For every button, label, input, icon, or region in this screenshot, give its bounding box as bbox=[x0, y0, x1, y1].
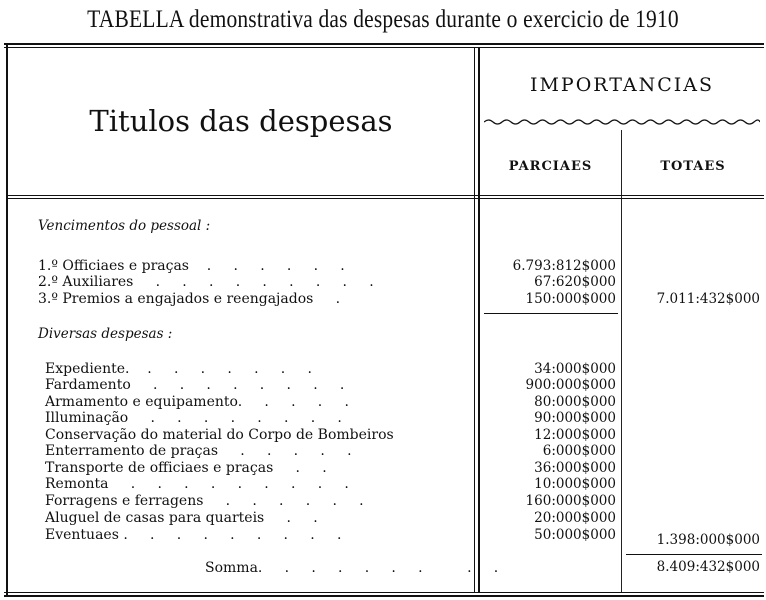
somma-total: 8.409:432$000 bbox=[656, 559, 760, 575]
list-item: Armamento e equipamento. . . . . bbox=[45, 394, 349, 410]
subtotal-rule-totaes bbox=[626, 554, 762, 555]
parcial-value: 900:000$000 bbox=[525, 377, 616, 393]
parcial-value: 50:000$000 bbox=[534, 527, 616, 543]
frame-top-rule-inner bbox=[4, 47, 764, 48]
somma-row: Somma. . . . . . . . . bbox=[205, 560, 499, 576]
total-value-vencimentos: 7.011:432$000 bbox=[656, 291, 760, 307]
parcial-value: 150:000$000 bbox=[525, 291, 616, 307]
section-vencimentos: Vencimentos do pessoal : bbox=[38, 218, 211, 234]
row-label: Remonta bbox=[45, 476, 109, 492]
parcial-value: 12:000$000 bbox=[534, 427, 616, 443]
row-label: 2.º Auxiliares bbox=[38, 274, 134, 290]
column-divider-double-a bbox=[474, 48, 475, 592]
list-item bbox=[45, 427, 394, 443]
header-totaes: TOTAES bbox=[660, 159, 726, 174]
list-item: Eventuaes . . . . . . . . . bbox=[45, 527, 342, 543]
list-item: Remonta . . . . . . . . . bbox=[45, 476, 349, 492]
list-item: 2.º Auxiliares . . . . . . . . . bbox=[38, 274, 374, 290]
row-label: Enterramento de praças bbox=[45, 443, 219, 459]
row-label: Transporte de officiaes e praças bbox=[45, 460, 274, 476]
wavy-rule bbox=[484, 117, 760, 127]
list-item: Fardamento . . . . . . . . bbox=[45, 377, 345, 393]
column-divider-parciaes-totaes bbox=[621, 130, 622, 592]
list-item: Aluguel de casas para quarteis . . bbox=[45, 510, 318, 526]
parcial-value: 80:000$000 bbox=[534, 394, 616, 410]
header-importancias: IMPORTANCIAS bbox=[529, 74, 715, 96]
header-parciaes: PARCIAES bbox=[508, 159, 593, 174]
parcial-value: 67:620$000 bbox=[534, 274, 616, 290]
parcial-value: 160:000$000 bbox=[525, 493, 616, 509]
row-label: 3.º Premios a engajados e reengajados bbox=[38, 291, 314, 307]
parcial-value: 20:000$000 bbox=[534, 510, 616, 526]
row-label: Forragens e ferragens bbox=[45, 493, 204, 509]
parcial-value: 90:000$000 bbox=[534, 410, 616, 426]
list-item: Expediente. . . . . . . . bbox=[45, 361, 312, 377]
frame-bottom-rule-inner bbox=[4, 592, 764, 593]
row-label: Aluguel de casas para quarteis bbox=[45, 510, 265, 526]
frame-top-rule bbox=[4, 43, 764, 45]
header-titulos: Titulos das despesas bbox=[89, 104, 393, 138]
header-rule-inner bbox=[8, 198, 764, 199]
row-label: Expediente bbox=[45, 361, 126, 377]
parcial-value: 6.793:812$000 bbox=[512, 258, 616, 274]
row-label: Eventuaes bbox=[45, 527, 119, 543]
row-label: Illuminação bbox=[45, 410, 129, 426]
row-label: 1.º Officiaes e praças bbox=[38, 258, 189, 274]
column-divider-double-b bbox=[478, 48, 480, 592]
somma-label: Somma. bbox=[205, 560, 263, 576]
row-label: Fardamento bbox=[45, 377, 131, 393]
parcial-value: 10:000$000 bbox=[534, 476, 616, 492]
list-item: 3.º Premios a engajados e reengajados . bbox=[38, 291, 341, 307]
row-label: Armamento e equipamento bbox=[45, 394, 238, 410]
list-item: Transporte de officiaes e praças . . bbox=[45, 460, 327, 476]
list-item: Illuminação . . . . . . . . bbox=[45, 410, 342, 426]
table-title: TABELLA demonstrativa das despesas durante o exercicio de 1910 bbox=[87, 6, 679, 33]
parcial-value: 6:000$000 bbox=[542, 443, 616, 459]
list-item: Forragens e ferragens . . . . . . bbox=[45, 493, 364, 509]
subtotal-rule-parciaes bbox=[484, 313, 618, 314]
frame-bottom-rule bbox=[4, 595, 764, 597]
list-item: 1.º Officiaes e praças . . . . . . bbox=[38, 258, 345, 274]
section-diversas: Diversas despesas : bbox=[38, 326, 173, 342]
row-label: Conservação do material do Corpo de Bombeiros bbox=[45, 427, 394, 443]
list-item: Enterramento de praças . . . . . bbox=[45, 443, 352, 459]
total-value-diversas: 1.398:000$000 bbox=[656, 532, 760, 548]
header-rule bbox=[8, 195, 764, 196]
parcial-value: 34:000$000 bbox=[534, 361, 616, 377]
parcial-value: 36:000$000 bbox=[534, 460, 616, 476]
